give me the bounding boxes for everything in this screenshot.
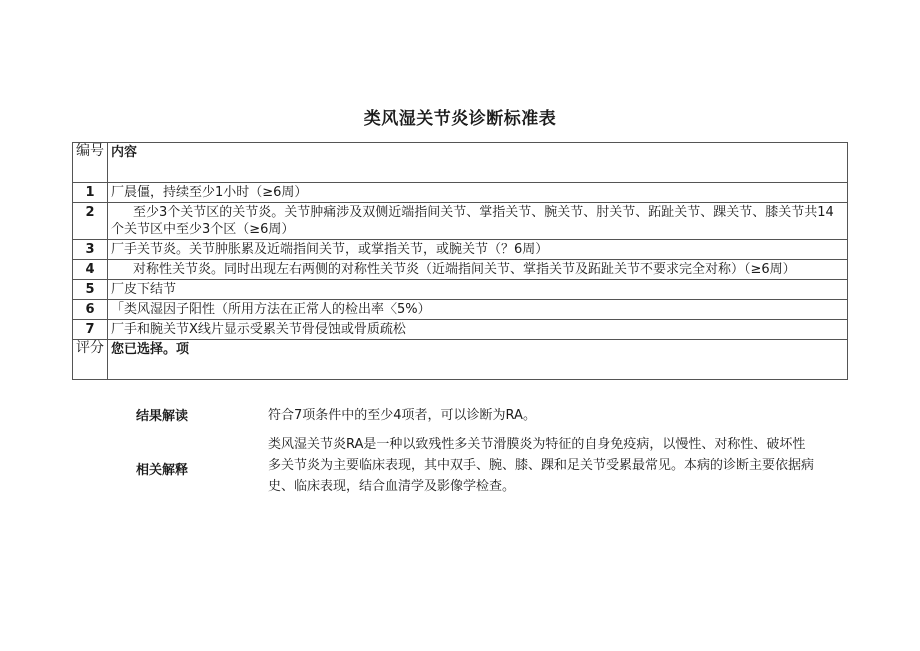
- header-num: 编号: [73, 143, 108, 183]
- score-text: 您已选择。项: [108, 340, 848, 380]
- row-num: 6: [73, 300, 108, 320]
- score-label: 评分: [73, 340, 108, 380]
- table-row: [73, 300, 848, 320]
- page-title: 类风湿关节炎诊断标准表: [363, 109, 557, 129]
- row-text: 「类风湿因子阳性（所用方法在正常人的检出率〈5%）: [108, 300, 848, 320]
- row-text: 至少3个关节区的关节炎。关节肿痛涉及双侧近端指间关节、掌指关节、腕关节、肘关节、跖趾关节、踝关节、膝关节共14个关节区中至少3个区（≥6周）: [108, 203, 848, 240]
- row-num: 2: [73, 203, 108, 240]
- table-row: [73, 320, 848, 340]
- row-text: 厂手关节炎。关节肿胀累及近端指间关节，或掌指关节，或腕关节（？6周）: [108, 240, 848, 260]
- score-row: [73, 340, 848, 380]
- row-text: 厂晨僵，持续至少1小时（≥6周）: [108, 183, 848, 203]
- related-label: 相关解释: [136, 463, 189, 478]
- criteria-table: [72, 142, 848, 380]
- related-text: 类风湿关节炎RA是一种以致残性多关节滑膜炎为特征的自身免疫病，以慢性、对称性、破坏性多关节炎为主要临床表现，其中双手、腕、膝、踝和足关节受累最常见。本病的诊断主要依据病史、临床表现，结合血清学及影像学检查。: [268, 437, 815, 494]
- row-text: 厂手和腕关节X线片显示受累关节骨侵蚀或骨质疏松: [108, 320, 848, 340]
- interpretation-label: 结果解读: [136, 409, 189, 424]
- row-text: 对称性关节炎。同时出现左右两侧的对称性关节炎（近端指间关节、掌指关节及跖趾关节不要求完全对称）（≥6周）: [108, 260, 848, 280]
- row-num: 3: [73, 240, 108, 260]
- row-num: 1: [73, 183, 108, 203]
- table-row: [73, 183, 848, 203]
- table-row: [73, 260, 848, 280]
- header-content: 内容: [108, 143, 848, 183]
- row-num: 4: [73, 260, 108, 280]
- table-row: [73, 240, 848, 260]
- table-row: [73, 203, 848, 240]
- table-row: [73, 280, 848, 300]
- row-num: 5: [73, 280, 108, 300]
- row-text: 厂皮下结节: [108, 280, 848, 300]
- table-header-row: [73, 143, 848, 183]
- interpretation-text: 符合7项条件中的至少4项者，可以诊断为RA。: [268, 408, 536, 423]
- row-num: 7: [73, 320, 108, 340]
